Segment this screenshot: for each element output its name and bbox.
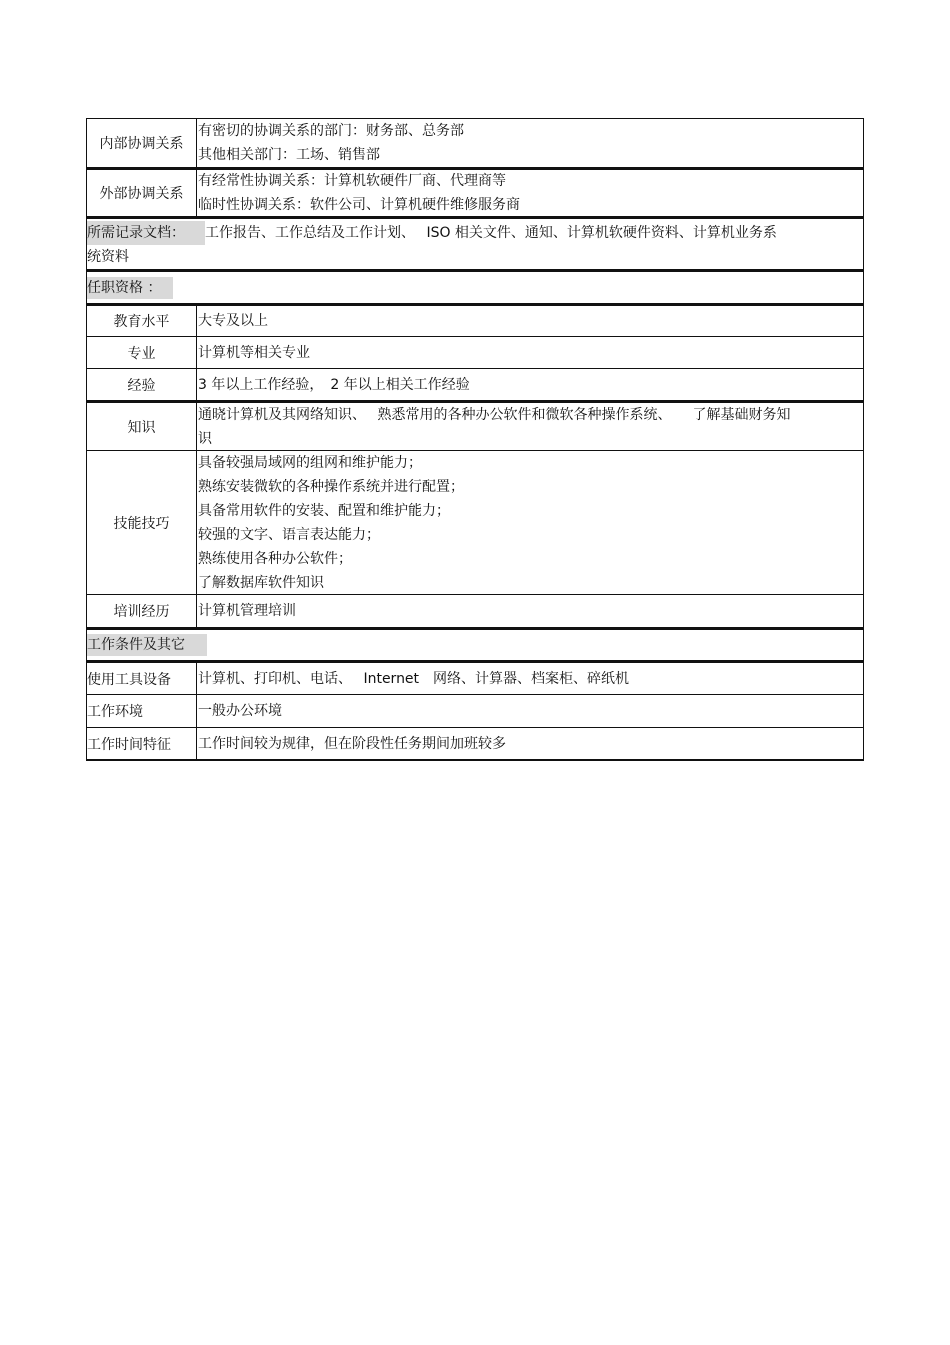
label-experience: 经验	[87, 369, 197, 400]
label-major: 专业	[87, 337, 197, 368]
row-conditions-header	[86, 628, 864, 661]
internal-line-2: 其他相关部门：工场、销售部	[198, 147, 380, 163]
records-text-line-2: 统资料	[87, 249, 129, 265]
skill-item: 了解数据库软件知识	[198, 574, 324, 591]
internal-line-1: 有密切的协调关系的部门：财务部、总务部	[198, 123, 464, 139]
row-internal-coordination	[86, 118, 864, 168]
skill-item: 熟练使用各种办公软件；	[198, 550, 352, 567]
value-environment: 一般办公环境	[198, 703, 282, 719]
label-external-coordination: 外部协调关系	[87, 170, 197, 216]
row-required-records	[86, 217, 864, 270]
label-internal-coordination: 内部协调关系	[87, 119, 197, 167]
label-training: 培训经历	[87, 595, 197, 627]
skill-item: 熟练安装微软的各种操作系统并进行配置；	[198, 478, 464, 495]
label-tools: 使用工具设备	[87, 663, 197, 694]
label-environment: 工作环境	[87, 695, 197, 727]
label-knowledge: 知识	[87, 403, 197, 450]
row-education	[86, 304, 864, 337]
value-training: 计算机管理培训	[198, 603, 296, 619]
knowledge-line-2: 识	[198, 430, 212, 447]
external-line-1: 有经常性协调关系：计算机软硬件厂商、代理商等	[198, 173, 506, 189]
value-knowledge	[197, 403, 863, 450]
row-worktime	[86, 728, 864, 761]
records-text-line-1: 工作报告、工作总结及工作计划、 ISO 相关文件、通知、计算机软硬件资料、计算机业务系	[205, 225, 777, 241]
job-description-table	[86, 118, 864, 761]
label-required-records: 所需记录文档：	[87, 221, 205, 245]
skill-item: 具备常用软件的安装、配置和维护能力；	[198, 502, 450, 519]
records-block	[87, 219, 777, 269]
skill-item: 较强的文字、语言表达能力；	[198, 526, 380, 543]
row-tools	[86, 661, 864, 695]
value-education: 大专及以上	[198, 313, 268, 329]
value-major: 计算机等相关专业	[198, 344, 310, 361]
label-skills: 技能技巧	[87, 451, 197, 594]
row-external-coordination	[86, 168, 864, 217]
row-qualification-header	[86, 270, 864, 304]
value-external-coordination	[197, 170, 863, 216]
row-knowledge	[86, 401, 864, 451]
external-line-2: 临时性协调关系：软件公司、计算机硬件维修服务商	[198, 197, 520, 213]
row-skills	[86, 451, 864, 595]
row-major	[86, 337, 864, 369]
knowledge-line-1: 通晓计算机及其网络知识、 熟悉常用的各种办公软件和微软各种操作系统、 了解基础财务知	[198, 406, 791, 423]
label-conditions: 工作条件及其它	[87, 634, 207, 656]
value-internal-coordination	[197, 119, 863, 167]
label-qualification: 任职资格 ：	[87, 277, 173, 299]
skill-item: 具备较强局域网的组网和维护能力；	[198, 454, 422, 471]
value-tools: 计算机、打印机、电话、 Internet 网络、计算器、档案柜、碎纸机	[198, 670, 630, 687]
row-experience	[86, 369, 864, 401]
label-worktime: 工作时间特征	[87, 728, 197, 759]
row-training	[86, 595, 864, 628]
label-education: 教育水平	[87, 306, 197, 336]
value-experience: 3 年以上工作经验， 2 年以上相关工作经验	[198, 376, 470, 393]
value-skills	[197, 451, 863, 594]
row-environment	[86, 695, 864, 728]
value-worktime: 工作时间较为规律，但在阶段性任务期间加班较多	[198, 735, 506, 752]
